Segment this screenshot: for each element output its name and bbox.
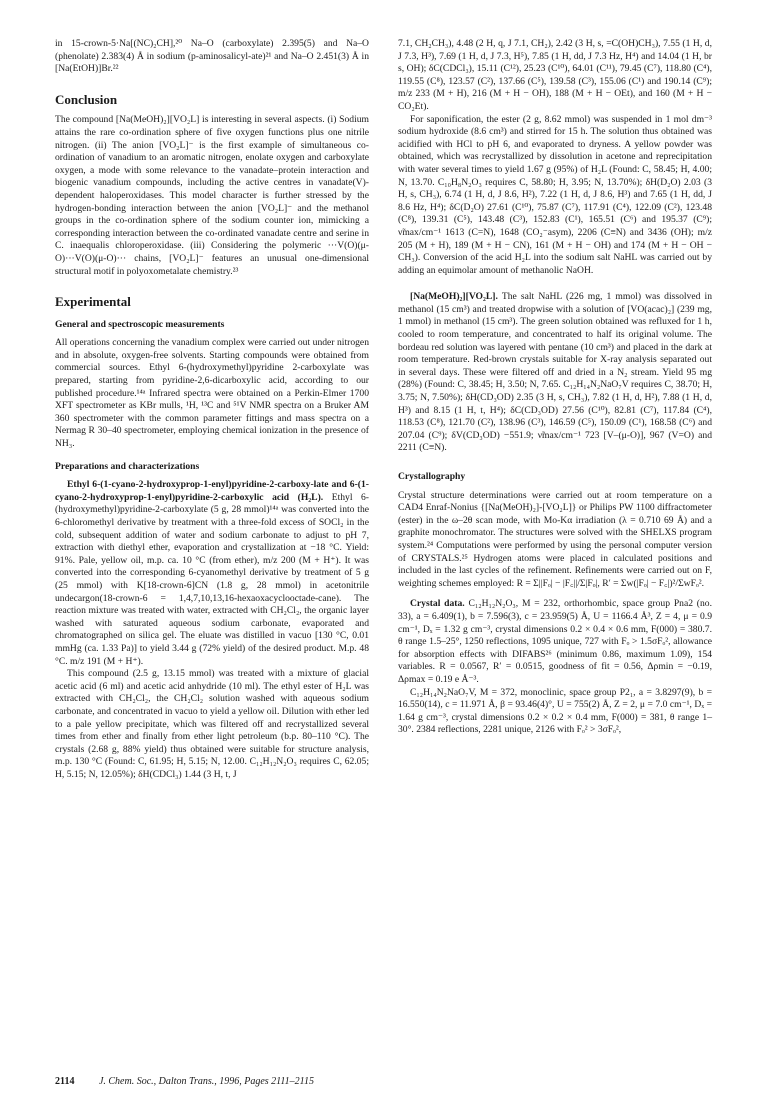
saponification-paragraph: For saponification, the ester (2 g, 8.62 mmol) was suspended in 1 mol dm⁻³ sodium hydroxide (8.6 cm³) and stirred for 15 h. The solution thus obtained was acidified with HCl to pH 6, and evaporated to dryness. A yellow powder was obtained, which was recrystallized by dissolution in acetone and reprecipitation with water several times to yield 1.67 g (95%) of H₂L (Found: C, 58.45; H, 4.00; N, 13.70. C₁₀H₈N₂O₃ requires C, 58.80; H, 3.95; N, 13.70%); δH(D₂O) 2.03 (3 H, s, CH₃), 6.74 (1 H, d, J 8.6, H²), 7.22 (1 H, d, J 8.6, H³) and 7.65 (1 H, dd, J 8.6 Hz, H⁴); δC(D₂O) 27.61 (C¹⁰), 75.87 (C⁷), 117.91 (C⁴), 122.09 (C²), 123.48 (C⁸), 139.31 (C⁵), 143.48 (C³), 152.83 (C¹), 165.51 (C⁶) and 195.37 (C⁹); ν̃max/cm⁻¹ 1613 (C=N), 1648 (CO₂⁻asym), 2206 (C≡N) and 3436 (OH); m/z 205 (M + H), 189 (M + H − CN), 161 (M + H − OH) and 174 (M + H − OH − CH₃). Conversion of the acid H₂L into the sodium salt NaHL was carried out by adding an equimolar amount of methanolic NaOH.	[398, 113, 712, 276]
prep-heading: Preparations and characterizations	[55, 460, 200, 472]
crystal-data-text: C₁₂H₁₂N₂O₃, M = 232, orthorhombic, space group Pna2 (no. 33), a = 6.409(1), b = 7.596(3), c = 23.959(5) Å, U = 1166.4 Å³, Z = 4, μ = 0.9 cm⁻¹, Dₓ = 1.32 g cm⁻³, crystal dimensions 0.2 × 0.4 × 0.6 mm, F(000) = 380.7. θ range 1.5–25°, 1250 reflections, 1095 unique, 727 with Fₒ > 1.5σFₒ², allowance for absorption effects with DIFABS²⁶ (minimum 0.86, maximum 1.09), 154 variables. R = 0.0567, R′ = 0.0515, goodness of fit = 0.56, Δρmin = −0.19, Δρmax = 0.19 e Å⁻³.	[398, 598, 712, 685]
complex-text: The salt NaHL (226 mg, 1 mmol) was dissolved in methanol (15 cm³) and treated dropwise with a solution of [VO(acac)₂] (239 mg, 1 mmol) in methanol (15 cm³). The green solution obtained was refluxed for 1 h, cooled to room temperature, and concentrated to half its original volume. The bordeau red solution was layered with pentane (10 cm³) and placed in the dark at room temperature. Red-brown crystals suitable for X-ray analysis separated out in several days. These were filtered off and dried in a N₂ stream. Yield 95 mg (28%) (Found: C, 38.45; H, 3.50; N, 7.65. C₁₂H₁₄N₂NaO₇V requires C, 38.70; H, 3.75; N, 7.50%); δH(CD₃OD) 2.35 (3 H, s, CH₃), 7.82 (1 H, d, H²), 7.88 (1 H, d, H³) and 8.15 (1 H, t, H⁴); δC(CD₃OD) 27.56 (C¹⁰), 82.81 (C⁷), 117.84 (C⁴), 118.53 (C⁸), 121.70 (C²), 138.96 (C³), 146.59 (C⁵), 150.09 (C¹), 168.58 (C⁶) and 207.04 (C⁹); δV(CD₃OD) −551.9; ν̃max/cm⁻¹ 723 [V–(μ-O)], 967 (V=O) and 2211 (C≡N).	[398, 291, 712, 454]
nmr-continuation: 7.1, CH₂CH₃), 4.48 (2 H, q, J 7.1, CH₂), 2.42 (3 H, s, =C(OH)CH₃), 7.55 (1 H, d, J 7.3, H³), 7.69 (1 H, d, J 7.3, H⁵), 7.85 (1 H, dd, J 7.3 Hz, H⁴) and 14.04 (1 H, br s, OH); δC(CDCl₃), 15.11 (C¹²), 25.23 (C¹⁰), 64.01 (C¹¹), 79.45 (C⁷), 118.80 (C⁴), 119.55 (C⁸), 123.57 (C²), 137.66 (C⁵), 139.58 (C³), 155.06 (C¹) and 190.14 (C⁹); m/z 233 (M + H), 216 (M + H − OH), 188 (M + H − OEt), and 160 (M + H − CO₂Et).	[398, 38, 712, 112]
page-number: 2114	[55, 1076, 75, 1087]
crystallography-paragraph: Crystal structure determinations were carried out at room temperature on a CAD4 Enraf-Nonius {[Na(MeOH)₂]-[VO₂L]} or Philips PW 1100 diffractometer (ester) in the ω–2θ scan mode, with Mo-Kα irradiation (λ = 0.710 69 Å) and a graphite monochromator. The structures were solved with the SHELXS program system.²⁴ Computations were performed by using the personal computer version of CRYSTALS.²⁵ Hydrogen atoms were placed in calculated positions and included in the last cycles of the refinement. Refinements were carried out on F, weighting schemes employed: R = Σ||Fₒ| − |F꜀||/Σ|Fₒ|, R′ = Σw(|Fₒ| − F꜀|)²/ΣwFₒ².	[398, 489, 712, 589]
general-paragraph: All operations concerning the vanadium complex were carried out under nitrogen and in absolute, oxygen-free solvents. Starting compounds were obtained from commercial sources. Ethyl 6-(hydroxymethyl)pyridine 2-carboxylate was prepared, starting from pyridine-2,6-dicarboxylic acid, according to our published procedure.¹⁴ᵃ Infrared spectra were obtained on a Perkin-Elmer 1700 XFT spectrometer as KBr mulls, ¹H, ¹³C and ⁵¹V NMR spectra on a Bruker AM 360 spectrometer with the common parameter fittings and mass spectra on a Nermag R 30–40 spectrometer, employing chemical ionization in the presence of NH₃.	[55, 337, 369, 450]
prep-text: Ethyl 6-(hydroxymethyl)pyridine-2-carboxylate (5 g, 28 mmol)¹⁴ᵃ was converted into the 6-chloromethyl derivative by treatment with a three-fold excess of SOCl₂ in the cold, subsequent addition of water and sodium carbonate to adjust to pH 7, extraction with diethyl ether, evaporation and crystallization at −18 °C. Yield: 91%. Pale, yellow oil, m.p. ca. 10 °C (from ether), m/z 200 (M + H⁺). It was converted into the corresponding 6-cyanomethyl derivative by treatment of 5 g (25 mmol) with K[18-crown-6]CN (1.8 g, 28 mmol) in acetonitrile undecargon(18-crown-6 = 1,4,7,10,13,16-hexaoxacyclooctade-cane). The reaction mixture was treated with water, extracted with CH₂Cl₂, the organic layer washed with saturated aqueous sodium carbonate, evaporated and chromatographed on silica gel. The eluate was distilled in vacuo [130 °C, 0.01 mmHg (ca. 1.33 Pa)] to yield 3.44 g (72% yield) of the desired product. M.p. 48 °C. m/z 191 (M + H⁺).	[55, 491, 369, 667]
left-column	[55, 38, 369, 781]
general-heading: General and spectroscopic measurements	[55, 318, 225, 330]
conclusion-heading: Conclusion	[55, 91, 118, 107]
crystal-data-paragraph-2: C₁₂H₁₄N₂NaO₇V, M = 372, monoclinic, space group P2₁, a = 3.8297(9), b = 16.550(14), c = 11.971 Å, β = 93.46(4)°, U = 755(2) Å, Z = 2, μ = 7.0 cm⁻¹, Dₓ = 1.64 g cm⁻³, crystal dimensions 0.2 × 0.2 × 0.4 mm, F(000) = 381, θ range 1–30°. 2384 reflections, 2281 unique, 2126 with Fₒ² > 3σFₒ²,	[398, 686, 712, 736]
crystal-data-paragraph	[398, 598, 712, 686]
prep-paragraph-2: This compound (2.5 g, 13.15 mmol) was treated with a mixture of glacial acetic acid (6 ml) and acetic acid anhydride (10 ml). The ethyl ester of H₂L was extracted with CH₂Cl₂, the CH₂Cl₂ solution washed with aqueous sodium carbonate, and concentrated in vacuo to yield a yellow oil. Dilution with ether led to a pale yellow precipitate, which was filtered off and recrystallized several times from ether and finally from ether light petroleum (b.p. 80–110 °C). The crystals (2.68 g, 88% yield) thus obtained were suitable for structure analysis, m.p. 130 °C (Found: C, 61.95; H, 5.15; N, 12.00. C₁₂H₁₂N₂O₃ requires C, 62.05; H, 5.15; N, 12.05%); δH(CDCl₃) 1.44 (3 H, t, J	[55, 668, 369, 780]
journal-citation: J. Chem. Soc., Dalton Trans., 1996, Pages 2111–2115	[98, 1076, 314, 1087]
publication-sidebar	[0, 0, 22, 1105]
prep-paragraph	[55, 479, 369, 668]
complex-title: [Na(MeOH)₂][VO₂L].	[410, 291, 498, 303]
crystal-data-label: Crystal data.	[410, 598, 465, 610]
experimental-heading: Experimental	[55, 294, 131, 310]
conclusion-paragraph: The compound [Na(MeOH)₂][VO₂L] is interesting in several aspects. (i) Sodium attains the rare co-ordination sphere of five oxygen functions plus one nitrile nitrogen. (ii) The anion [VO₂L]⁻ is the first example of simultaneous co-ordination of vanadium to an aromatic nitrogen, enolate oxygen and carboxylate oxygen, a mode with some relevance to the vanadate–protein interaction and biogenic vanadium compounds, including the active centres in vanadate(V)-dependent haloperoxidases. This model character is further stressed by the hydrogen-bonding interaction between the anion [VO₂L]⁻ and the methanol groups in the co-ordination sphere of the sodium counter ion, mimicking a corresponding interaction between the co-ordinated vanadate centre and serine in C. inaequalis chloroperoxidase. (iii) Considering the polymeric ···V(O)(μ-O)···V(O)(μ-O)··· chains, [VO₂L]⁻ features an unusual one-dimensional structural motif in polyoxometalate chemistry.²³	[55, 114, 369, 277]
page-footer	[55, 1076, 735, 1087]
intro-paragraph: in 15-crown-5·Na[(NC)₂CH],²⁰ Na–O (carboxylate) 2.395(5) and Na–O (phenolate) 2.383(4) Å in sodium (p-aminosalicyl-ate)²¹ and Na–O 2.451(3) Å in [Na(EtOH)]Br.²²	[55, 38, 369, 75]
right-column	[398, 38, 712, 737]
complex-paragraph	[398, 291, 712, 455]
crystallography-heading: Crystallography	[398, 471, 466, 482]
prep-title: Ethyl 6-(1-cyano-2-hydroxyprop-1-enyl)pyridine-2-carboxy-late and 6-(1-cyano-2-hydroxyprop-1-enyl)pyridine-2-carboxylic acid (H₂L).	[55, 479, 369, 503]
